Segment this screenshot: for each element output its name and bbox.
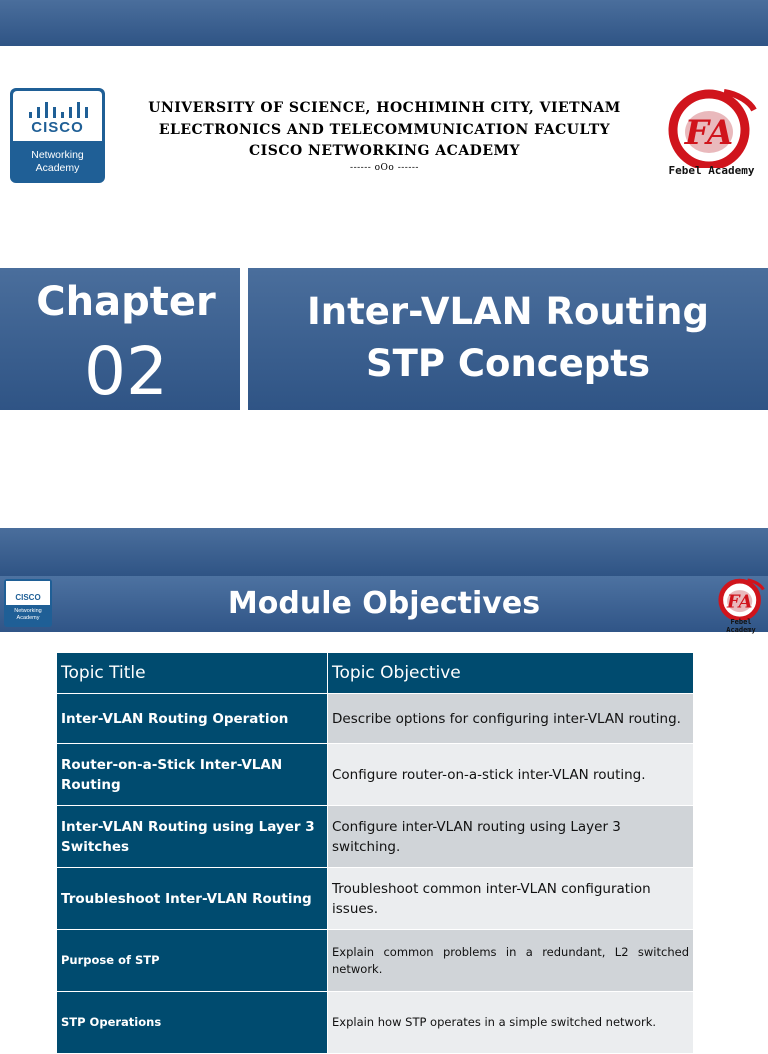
topic-objective-cell: Explain how STP operates in a simple switched network.: [328, 992, 694, 1054]
cisco-logo-subtitle: Networking Academy: [31, 149, 84, 174]
chapter-title-line-1: Inter-VLAN Routing: [307, 290, 709, 333]
objectives-slide: [0, 528, 768, 1029]
top-banner: [0, 0, 768, 46]
cisco-bars-icon: [27, 100, 93, 118]
table-row: [57, 806, 694, 868]
chapter-title-line-2: STP Concepts: [365, 342, 651, 385]
chapter-label: Chapter: [36, 279, 216, 325]
topic-title-cell: Router-on-a-Stick Inter-VLAN Routing: [57, 744, 328, 806]
febel-academy-logo: [664, 88, 759, 183]
header-line-faculty: ELECTRONICS AND TELECOMMUNICATION FACULTY: [158, 121, 611, 138]
cisco-wordmark: CISCO: [31, 119, 84, 136]
topic-title-cell: Troubleshoot Inter-VLAN Routing: [57, 868, 328, 930]
topic-objective-cell: Describe options for configuring inter-VLAN routing.: [328, 694, 694, 744]
fa-emblem-icon: [664, 88, 759, 168]
cisco-wordmark-small: CISCO: [15, 593, 41, 602]
header-line-university: UNIVERSITY OF SCIENCE, HOCHIMINH CITY, VIETNAM: [148, 100, 621, 116]
topic-objective-cell: Configure inter-VLAN routing using Layer 3 switching.: [328, 806, 694, 868]
column-header-topic-title: Topic Title: [57, 653, 328, 694]
cisco-logo-small-subtitle: Networking Academy: [14, 608, 42, 621]
topic-title-cell: Inter-VLAN Routing Operation: [57, 694, 328, 744]
table-row: [57, 992, 694, 1054]
table-header-row: [57, 653, 694, 694]
febel-academy-logo-small: [716, 578, 766, 634]
topic-objective-cell: Configure router-on-a-stick inter-VLAN routing.: [328, 744, 694, 806]
fa-caption: Febel Academy: [668, 164, 755, 177]
topic-title-cell: STP Operations: [57, 992, 328, 1054]
institution-header: [112, 98, 657, 173]
cisco-networking-academy-logo: [10, 88, 105, 183]
chapter-box: [0, 268, 240, 410]
fa-letters-small: FA: [726, 591, 753, 613]
topic-title-cell: Purpose of STP: [57, 930, 328, 992]
chapter-title-box: [248, 268, 768, 410]
table-row: [57, 694, 694, 744]
slide2-title: Module Objectives: [227, 586, 541, 621]
chapter-title: [248, 286, 768, 390]
table-row: [57, 744, 694, 806]
fa-caption-small: Febel Academy: [726, 618, 756, 634]
slide2-title-bar: [0, 576, 768, 632]
table-row: [57, 868, 694, 930]
topic-objective-cell: Troubleshoot common inter-VLAN configuration issues.: [328, 868, 694, 930]
column-header-topic-objective: Topic Objective: [328, 653, 694, 694]
cisco-networking-academy-logo-small: [4, 579, 52, 627]
topic-title-cell: Inter-VLAN Routing using Layer 3 Switches: [57, 806, 328, 868]
slide2-top-banner: [0, 528, 768, 576]
fa-emblem-small-icon: [716, 578, 766, 620]
fa-letters: FA: [684, 113, 734, 153]
objectives-table: [56, 652, 694, 1054]
topic-objective-cell: Explain common problems in a redundant, L2 switched network.: [328, 930, 694, 992]
table-row: [57, 930, 694, 992]
chapter-number: 02: [84, 333, 168, 410]
header-line-academy: CISCO NETWORKING ACADEMY: [249, 143, 520, 159]
header-ornament: ------ oOo ------: [350, 162, 419, 173]
